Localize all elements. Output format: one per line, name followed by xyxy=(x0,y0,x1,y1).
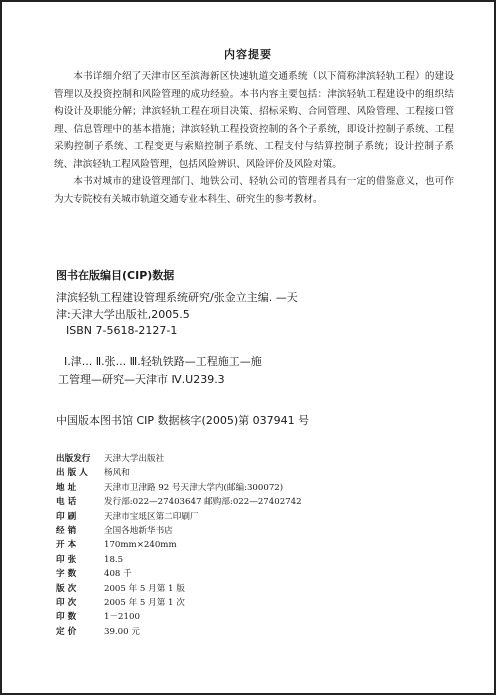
imprint-row xyxy=(56,524,416,538)
abstract-paragraph-2: 本书对城市的建设管理部门、地铁公司、轻轨公司的管理者具有一定的借鉴意义，也可作为大专院校有关城市轨道交通专业本科生、研究生的参考教材。 xyxy=(54,176,454,205)
imprint-value: 天津市卫津路 92 号天津大学内(邮编:300072) xyxy=(104,482,284,493)
imprint-label: 印 刷 xyxy=(56,511,77,522)
imprint-row xyxy=(56,625,416,639)
cip-line-isbn: ISBN 7-5618-2127-1 xyxy=(66,324,178,337)
abstract-paragraph-1: 本书详细介绍了天津市区至滨海新区快速轨道交通系统（以下简称津滨轻轨工程）的建设管理以及投资控制和风险管理的成功经验。本书内容主要包括：津滨轻轨工程建设中的组织结构设计及职能分解；津滨轻轨工程在项目决策、招标采购、合同管理、风险管理、工程接口管理、信息管理中的基本措施；津滨轻轨工程投资控制的各个子系统，即设计控制子系统、工程采购控制子系统、工程变更与索赔控制子系统、工程支付与结算控制子系统；设计控制子系统、津滨轻轨工程风险管理，包括风险辨识、风险评价及风险对策。 xyxy=(54,71,454,170)
abstract-title: 内容提要 xyxy=(224,48,272,61)
imprint-label: 电 话 xyxy=(56,497,77,508)
imprint-value: 1－2100 xyxy=(104,612,140,623)
cip-line-title: 津滨轻轨工程建设管理系统研究/张金立主编. —天 xyxy=(56,291,298,304)
imprint-value: 39.00 元 xyxy=(104,626,140,637)
imprint-label: 印 次 xyxy=(56,598,77,609)
imprint-row xyxy=(56,567,416,581)
imprint-label: 出版发行 xyxy=(56,454,91,464)
imprint-label: 经 销 xyxy=(56,526,77,537)
imprint-value: 发行部:022—27403647 邮购部:022—27402742 xyxy=(104,497,302,508)
imprint-row xyxy=(56,466,416,480)
cip-description xyxy=(56,290,436,340)
cip-terms-line-1: Ⅰ.津... Ⅱ.张... Ⅲ.轻轨铁路—工程施工—施 xyxy=(64,355,262,368)
cip-subject-terms xyxy=(58,353,438,388)
imprint-row xyxy=(56,495,416,509)
imprint-row xyxy=(56,538,416,552)
imprint-value: 天津大学出版社 xyxy=(104,454,165,464)
imprint-table xyxy=(56,452,416,639)
imprint-label: 印 张 xyxy=(56,554,77,565)
imprint-value: 408 千 xyxy=(104,569,132,580)
imprint-value: 170mm×240mm xyxy=(104,540,177,551)
cip-heading: 图书在版编目(CIP)数据 xyxy=(56,269,175,282)
imprint-label: 开 本 xyxy=(56,540,77,551)
cip-record-number: 中国版本图书馆 CIP 数据核字(2005)第 037941 号 xyxy=(56,414,310,427)
imprint-value: 2005 年 5 月第 1 版 xyxy=(104,583,185,594)
imprint-row xyxy=(56,481,416,495)
cip-line-publisher: 津:天津大学出版社,2005.5 xyxy=(56,307,190,321)
imprint-label: 出 版 人 xyxy=(56,468,88,479)
imprint-row xyxy=(56,596,416,610)
imprint-value: 全国各地新华书店 xyxy=(104,526,173,537)
imprint-row xyxy=(56,452,416,466)
imprint-label: 印 数 xyxy=(56,612,77,623)
imprint-label: 地 址 xyxy=(56,482,77,493)
imprint-value: 天津市宝坻区第二印刷厂 xyxy=(104,511,199,522)
imprint-value: 2005 年 5 月第 1 次 xyxy=(104,598,185,609)
imprint-value: 杨风和 xyxy=(104,468,130,479)
imprint-row xyxy=(56,610,416,624)
imprint-row xyxy=(56,510,416,524)
imprint-label: 版 次 xyxy=(56,583,77,594)
imprint-label: 定 价 xyxy=(56,626,77,637)
imprint-value: 18.5 xyxy=(104,554,124,565)
abstract-body xyxy=(54,68,454,208)
cip-terms-line-2: 工管理—研究—天津市 Ⅳ.U239.3 xyxy=(58,372,225,386)
imprint-label: 字 数 xyxy=(56,569,77,580)
imprint-row xyxy=(56,553,416,567)
imprint-row xyxy=(56,582,416,596)
